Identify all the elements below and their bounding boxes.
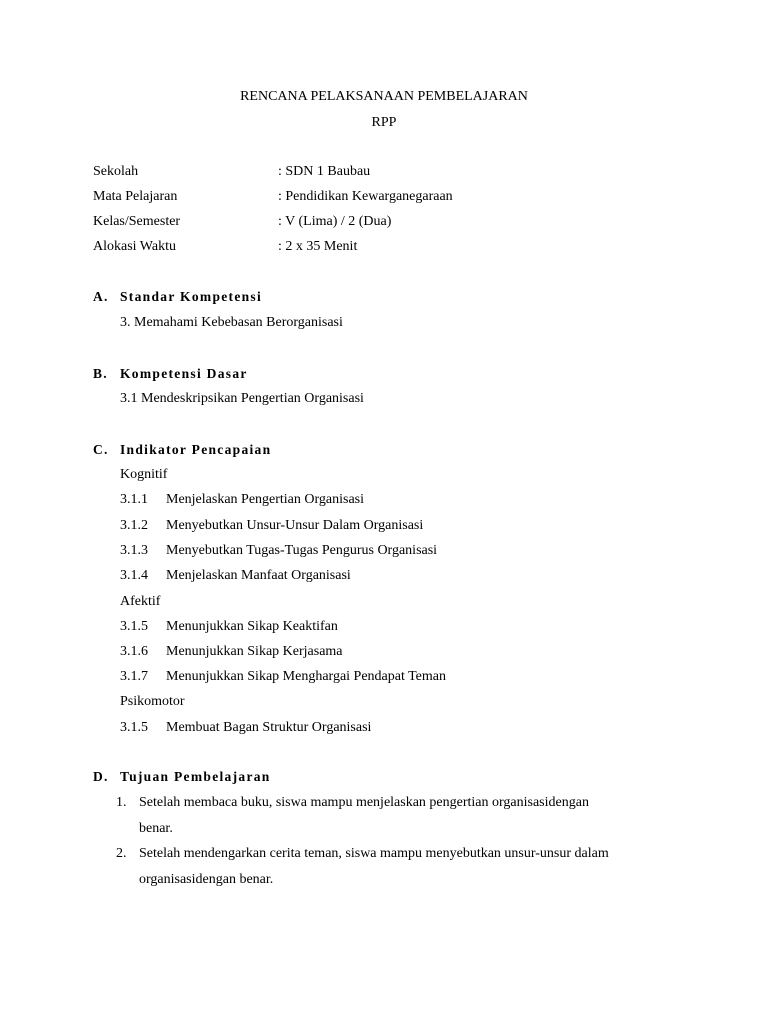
indicator-text: Menyebutkan Tugas-Tugas Pengurus Organisasi [166, 543, 438, 558]
indicator-text: Menunjukkan Sikap Keaktifan [166, 619, 338, 634]
section-a-content: 3. Memahami Kebebasan Berorganisasi [120, 315, 343, 330]
identity-label-school: Sekolah [93, 164, 139, 179]
identity-value-subject: : Pendidikan Kewarganegaraan [278, 189, 453, 204]
indicator-number: 3.1.5 [120, 720, 148, 735]
indicator-text: Menunjukkan Sikap Kerjasama [166, 644, 343, 659]
identity-value-school: : SDN 1 Baubau [278, 164, 371, 179]
indicator-number: 3.1.3 [120, 543, 148, 558]
section-d-letter: D. [93, 769, 109, 784]
identity-value-class: : V (Lima) / 2 (Dua) [278, 214, 392, 229]
indicator-group-psychomotor: Psikomotor [120, 694, 185, 709]
indicator-number: 3.1.5 [120, 619, 148, 634]
objective-number: 1. [116, 795, 127, 810]
indicator-group-affective: Afektif [120, 594, 161, 609]
indicator-number: 3.1.7 [120, 669, 148, 684]
section-b-heading [93, 367, 248, 381]
section-c-letter: C. [93, 442, 109, 457]
section-c-heading [93, 443, 271, 457]
section-d-heading [93, 770, 271, 784]
objective-text-line1: Setelah mendengarkan cerita teman, siswa mampu menyebutkan unsur-unsur dalam [139, 846, 609, 861]
objective-text-line1: Setelah membaca buku, siswa mampu menjelaskan pengertian organisasidengan [139, 795, 589, 810]
indicator-group-cognitive: Kognitif [120, 467, 168, 482]
section-b-letter: B. [93, 366, 108, 381]
section-a-heading [93, 290, 262, 304]
section-a-title: Standar Kompetensi [120, 289, 263, 304]
section-b-title: Kompetensi Dasar [120, 366, 248, 381]
indicator-text: Menyebutkan Unsur-Unsur Dalam Organisasi [166, 518, 424, 533]
objective-number: 2. [116, 846, 127, 861]
indicator-text: Membuat Bagan Struktur Organisasi [166, 720, 372, 735]
objective-text-line2: organisasidengan benar. [139, 872, 274, 887]
objective-text-line2: benar. [139, 821, 173, 836]
indicator-number: 3.1.1 [120, 492, 148, 507]
indicator-number: 3.1.4 [120, 568, 148, 583]
indicator-text: Menunjukkan Sikap Menghargai Pendapat Teman [166, 669, 446, 684]
section-b-content: 3.1 Mendeskripsikan Pengertian Organisasi [120, 391, 364, 406]
indicator-text: Menjelaskan Pengertian Organisasi [166, 492, 365, 507]
identity-value-time: : 2 x 35 Menit [278, 239, 358, 254]
indicator-text: Menjelaskan Manfaat Organisasi [166, 568, 351, 583]
section-c-title: Indikator Pencapaian [120, 442, 272, 457]
identity-label-class: Kelas/Semester [93, 214, 181, 229]
document-subtitle: RPP [371, 115, 397, 130]
identity-label-time: Alokasi Waktu [93, 239, 176, 254]
section-a-letter: A. [93, 289, 109, 304]
section-d-title: Tujuan Pembelajaran [120, 769, 271, 784]
identity-label-subject: Mata Pelajaran [93, 189, 178, 204]
document-title: RENCANA PELAKSANAAN PEMBELAJARAN [240, 89, 528, 104]
indicator-number: 3.1.2 [120, 518, 148, 533]
indicator-number: 3.1.6 [120, 644, 148, 659]
